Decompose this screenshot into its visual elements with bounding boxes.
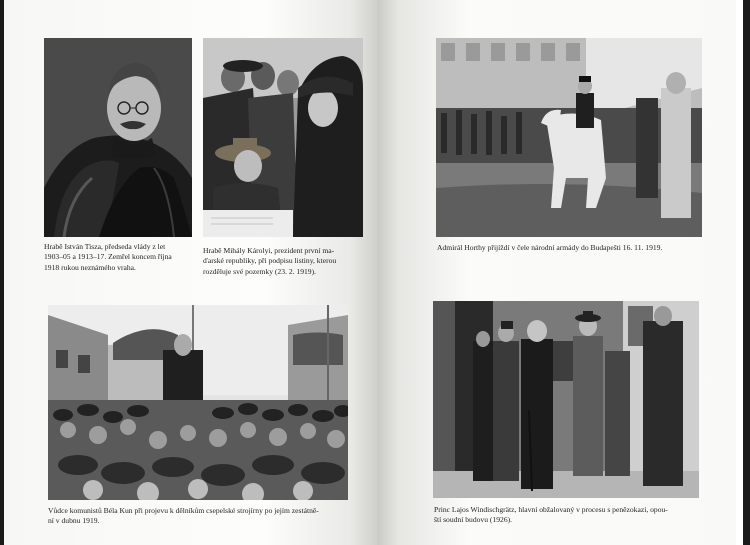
horthy-parade-photo [436,38,702,237]
windischgratz-caption [434,505,734,526]
caption-line: Princ Lajos Windischgrätz, hlavní obžalovaný v procesu s penězokazi, opou- [434,505,668,514]
horthy-caption [437,243,737,253]
karolyi-signing-photo [203,38,363,237]
caption-line: Admirál Horthy přijíždí v čele národní armády do Budapešti 16. 11. 1919. [437,243,663,252]
caption-line: Vůdce komunistů Béla Kun při projevu k dělníkům csepelské strojírny po jejím zestátně- [48,506,319,515]
windischgratz-court-photo [433,301,699,498]
caption-line: ští soudní budovu (1926). [434,515,513,525]
page-edge [736,0,743,545]
bela-kun-caption [48,506,358,527]
caption-line: Hrabě István Tisza, předseda vlády z let [44,242,166,251]
karolyi-caption [203,246,365,277]
caption-line: 1903–05 a 1913–17. Zemřel koncem října [44,252,172,262]
bela-kun-speech-photo [48,305,348,500]
left-page [4,0,377,545]
right-page [377,0,743,545]
tisza-caption [44,242,196,273]
caption-line: ní v dubnu 1919. [48,516,100,526]
caption-line: rozděluje své pozemky (23. 2. 1919). [203,266,317,276]
caption-line: 1918 rukou neznámého vraha. [44,262,136,272]
tisza-portrait-photo [44,38,192,237]
caption-line: Hrabě Mihály Károlyi, prezident první ma- [203,246,335,255]
caption-line: ďarské republiky, při podpisu listiny, kterou [203,256,337,266]
